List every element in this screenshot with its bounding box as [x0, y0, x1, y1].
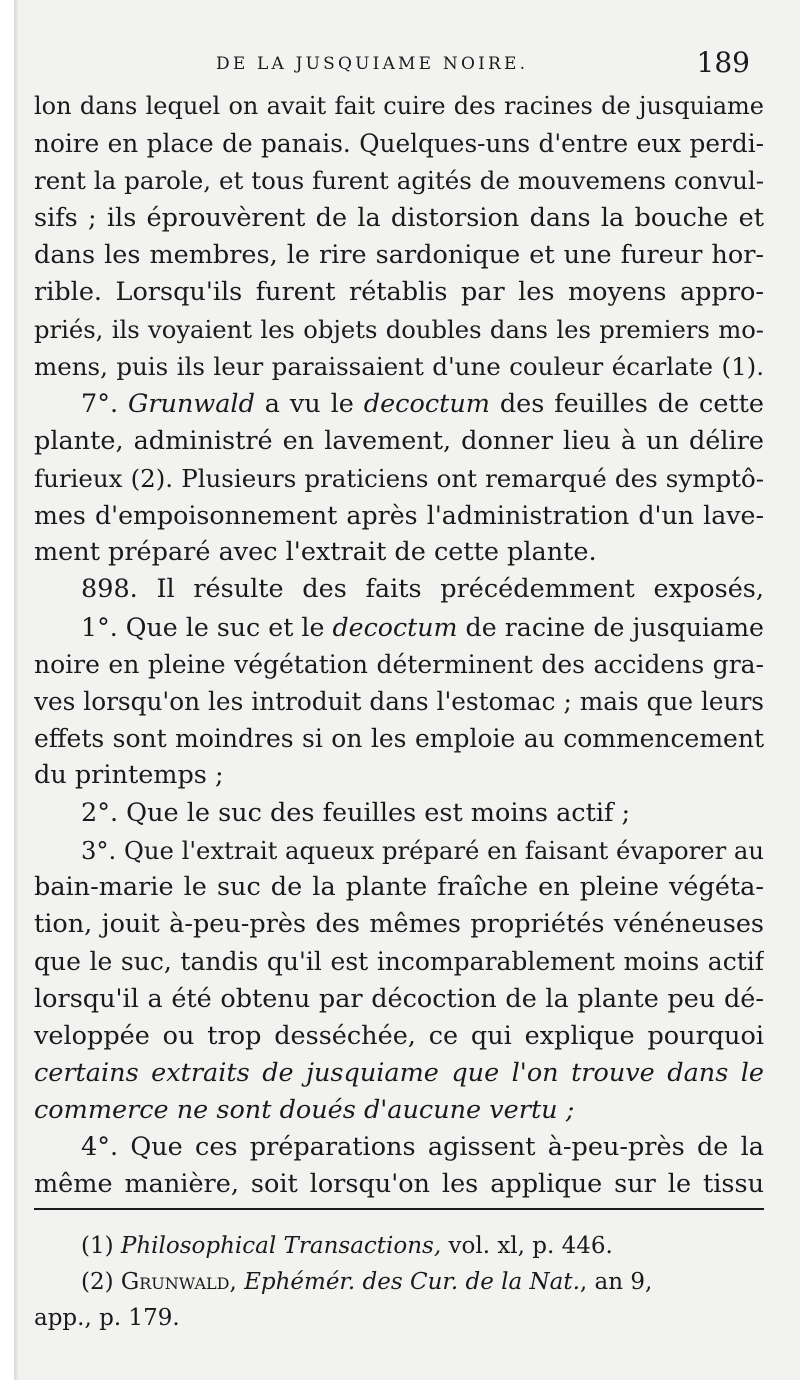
text-run: de racine de jusquiame — [457, 612, 764, 642]
text-line: noire en pleine végétation déterminent des accidens gra- — [34, 649, 764, 679]
page-number: 189 — [696, 46, 750, 79]
text-line — [34, 609, 764, 646]
text-line: rent la parole, et tous furent agités de mouvemens convul- — [34, 166, 764, 196]
text-line: dans les membres, le rire sardonique et une fureur hor- — [34, 239, 764, 270]
source-author: Grunwald — [120, 1269, 230, 1295]
body-text — [34, 88, 764, 1204]
text-line: mens, puis ils leur paraissaient d'une couleur écarlate (1). — [34, 352, 764, 382]
text-line: que le suc, tandis qu'il est incomparablement moins actif — [34, 947, 764, 977]
text-run: 1°. Que le suc et le — [81, 612, 333, 642]
item-number: 7°. — [81, 388, 128, 419]
latin-term: decoctum — [363, 388, 490, 419]
text-line: sifs ; ils éprouvèrent de la distorsion dans la bouche et — [34, 202, 764, 233]
footnotes — [34, 1228, 764, 1336]
text-line: 2°. Que le suc des feuilles est moins actif ; — [81, 797, 631, 828]
text-line: tion, jouit à-peu-près des mêmes propriétés vénéneuses — [34, 909, 764, 940]
text-line: lorsqu'il a été obtenu par décoction de la plante peu dé- — [34, 983, 764, 1014]
running-title: DE LA JUSQUIAME NOIRE. — [216, 54, 529, 74]
footnote-marker: (2) — [81, 1269, 121, 1295]
source-ref: , an 9, — [579, 1269, 653, 1295]
text-run: des feuilles de cette — [489, 388, 764, 419]
source-title: Ephémér. des Cur. de la Nat. — [244, 1269, 580, 1295]
source-title: Philosophical Transactions, — [120, 1233, 442, 1259]
text-line: ment préparé avec l'extrait de cette plante. — [34, 537, 597, 568]
text-line: noire en place de panais. Quelques-uns d'entre eux perdi- — [34, 129, 764, 159]
footnote-marker: (1) — [81, 1233, 121, 1259]
text-line: du printemps ; — [34, 760, 224, 791]
text-run: , — [229, 1269, 245, 1295]
text-line: 3°. Que l'extrait aqueux préparé en faisant évaporer au — [81, 835, 764, 865]
footnote-rule — [34, 1208, 764, 1210]
text-line: bain-marie le suc de la plante fraîche en pleine végéta- — [34, 871, 764, 902]
text-line — [34, 386, 764, 423]
italic-text-line: certains extraits de jusquiame que l'on trouve dans le — [34, 1057, 764, 1088]
footnote-2-continuation: app., p. 179. — [34, 1305, 180, 1331]
paragraph-number-line: 898. Il résulte des faits précédemment exposés, — [81, 574, 764, 605]
text-line: même manière, soit lorsqu'on les applique sur le tissu — [34, 1169, 764, 1200]
text-line: effets sont moindres si on les emploie au commencement — [34, 724, 764, 754]
text-line: priés, ils voyaient les objets doubles dans les premiers mo- — [34, 315, 764, 345]
italic-text-line: commerce ne sont doués d'aucune vertu ; — [34, 1095, 575, 1126]
author-name: Grunwald — [127, 388, 255, 419]
footnote-1 — [34, 1228, 764, 1264]
text-run: a vu le — [254, 388, 364, 419]
text-line: mes d'empoisonnement après l'administration d'un lave- — [34, 501, 764, 531]
text-line: furieux (2). Plusieurs praticiens ont remarqué des symptô- — [34, 463, 764, 493]
text-line: plante, administré en lavement, donner lieu à un délire — [34, 425, 764, 456]
text-line: ves lorsqu'on les introduit dans l'estomac ; mais que leurs — [34, 687, 764, 716]
text-line: lon dans lequel on avait fait cuire des racines de jusquiame — [34, 92, 764, 120]
source-ref: vol. xl, p. 446. — [441, 1233, 613, 1259]
text-line: rible. Lorsqu'ils furent rétablis par les moyens appro- — [34, 276, 764, 307]
latin-term: decoctum — [332, 612, 458, 642]
text-line: veloppée ou trop desséchée, ce qui explique pourquoi — [34, 1020, 764, 1051]
running-head — [14, 46, 800, 86]
footnote-2 — [34, 1264, 764, 1300]
text-line: 4°. Que ces préparations agissent à-peu-près de la — [81, 1132, 764, 1163]
